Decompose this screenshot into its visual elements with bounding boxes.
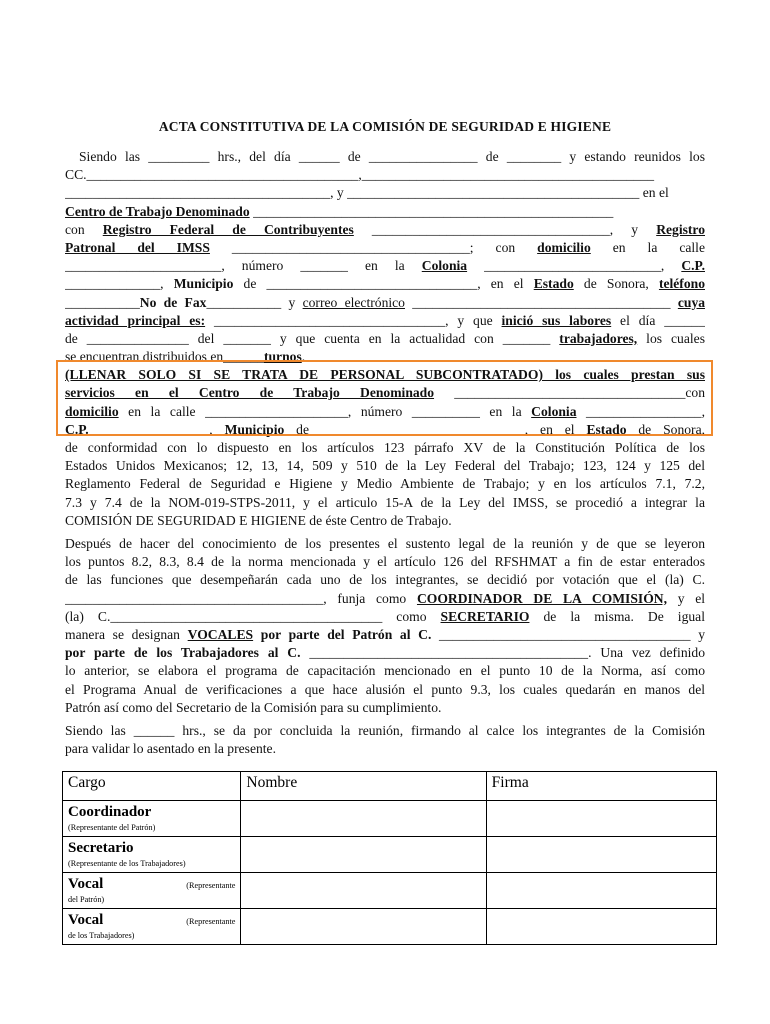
name-cell[interactable]	[241, 801, 486, 837]
role-name: Vocal	[68, 912, 104, 928]
role-representation: (Representante	[186, 917, 236, 926]
column-header-firma: Firma	[486, 772, 716, 801]
text-span: .	[301, 349, 306, 365]
column-header-nombre: Nombre	[241, 772, 486, 801]
text-span: de Sonora,	[626, 421, 705, 437]
text-line	[65, 590, 705, 608]
paragraph-designation	[65, 535, 705, 717]
field-label: Estado	[586, 421, 627, 437]
field-label: Patronal del IMSS	[65, 239, 210, 255]
text-span: por parte de los Trabajadores al C.	[65, 645, 301, 661]
role-representation: (Representante	[186, 881, 236, 890]
text-line	[65, 312, 705, 330]
role-representation: (Representante de los Trabajadores)	[68, 859, 186, 868]
name-cell[interactable]	[241, 909, 486, 945]
subcontract-highlight-box	[56, 360, 713, 436]
role-representation: (Representante del Patrón)	[68, 823, 156, 832]
text-line	[65, 239, 705, 257]
text-span: ________________,	[88, 421, 225, 437]
role-label: COORDINADOR DE LA COMISIÓN,	[416, 590, 667, 606]
name-cell[interactable]	[241, 873, 486, 909]
text-line: de conformidad con lo dispuesto en los artículos 123 párrafo XV de la Constitución Política de los	[65, 440, 705, 455]
text-line: COMISIÓN DE SEGURIDAD E HIGIENE de éste Centro de Trabajo.	[65, 512, 452, 528]
role-representation-cont: de los Trabajadores)	[68, 931, 135, 940]
field-label: Municipio	[173, 276, 234, 292]
text-line: el Programa Anual de verificaciones a que hace alusión el punto 9.3, los cuales quedarán en manos del	[65, 681, 705, 697]
text-span: ___________	[65, 294, 140, 310]
paragraph-constitution	[65, 148, 705, 530]
text-span: ______________,	[65, 276, 174, 292]
field-label: No de Fax	[139, 294, 207, 310]
text-line: Siendo las _________ hrs., del día ______ de ________________ de ________ y estando reunidos los	[79, 149, 705, 164]
text-line	[65, 294, 705, 312]
field-label: C.P.	[65, 421, 89, 437]
name-cell[interactable]	[241, 837, 486, 873]
text-span: _______________________, número _______ en la	[65, 258, 422, 274]
field-label: inició sus labores	[501, 312, 612, 328]
field-label: correo electrónico	[302, 294, 405, 310]
signature-cell[interactable]	[486, 801, 716, 837]
subcontract-note: (LLENAR SOLO SI SE TRATA DE PERSONAL SUBCONTRATADO) los cuales prestan sus	[65, 367, 705, 383]
text-span: ______________________________________, funja como	[65, 590, 417, 606]
text-span: y el	[666, 590, 705, 606]
text-line: los puntos 8.2, 8.3, 8.4 de la norma mencionada y el artículo 126 del RFSHMAT a fin de estar enterados	[65, 554, 705, 570]
role-cell	[63, 837, 241, 873]
signature-cell[interactable]	[486, 837, 716, 873]
text-span: de ______________________________, en el	[284, 421, 587, 437]
text-span: _________________________________________. Una vez definido	[300, 645, 705, 661]
document-title: ACTA CONSTITUTIVA DE LA COMISIÓN DE SEGURIDAD E HIGIENE	[158, 119, 612, 134]
role-name: Secretario	[68, 840, 134, 856]
text-line: _______________________________________, y ___________________________________________ en el	[65, 185, 669, 201]
signature-cell[interactable]	[486, 873, 716, 909]
text-span: __________________________________con	[434, 385, 705, 401]
text-line: CC.________________________________________,___________________________________________	[65, 167, 655, 183]
text-span: los cuales	[637, 330, 705, 346]
text-line: Reglamento Federal de Seguridad e Higiene y Medio Ambiente de Trabajo; y en los artículos 7.1, 7.2,	[65, 476, 705, 492]
paragraph-closing	[65, 722, 705, 758]
field-label: Centro de Trabajo Denominado	[65, 203, 250, 219]
table-row	[63, 837, 717, 873]
field-label: Registro	[656, 221, 705, 237]
signature-cell[interactable]	[486, 909, 716, 945]
text-span: (la) C.________________________________________ como	[65, 608, 441, 624]
text-span: __________________________,	[467, 258, 682, 274]
text-line: Siendo las ______ hrs., se da por concluida la reunión, firmando al calce los integrantes de la Comisión	[65, 723, 705, 738]
field-label: trabajadores,	[559, 330, 638, 346]
table-row	[63, 909, 717, 945]
role-name: Coordinador	[68, 804, 152, 820]
table-row	[63, 873, 717, 909]
text-span: el día ______	[611, 312, 705, 328]
field-label: Municipio	[224, 421, 285, 437]
text-span: en la calle _____________________, número __________ en la	[118, 403, 532, 419]
text-span: _________________,	[576, 403, 705, 419]
field-label: Estado	[533, 276, 574, 292]
text-span: de _______________ del _______ y que cuenta en la actualidad con _______	[65, 330, 560, 346]
text-line: lo anterior, se elabora el programa de capacitación mencionado en el punto 10 de la Norma, así como	[65, 663, 705, 679]
text-span: manera se designan	[65, 626, 188, 642]
text-span: ______________________________________	[404, 294, 678, 310]
role-line	[68, 911, 235, 930]
text-span: _____________________________________ y	[431, 626, 705, 642]
role-cell	[63, 909, 241, 945]
field-label: Colonia	[421, 258, 468, 274]
text-span: ___________________________________; con	[209, 239, 538, 255]
field-label: cuya	[677, 294, 705, 310]
field-label: Registro Federal de Contribuyentes	[102, 221, 354, 237]
role-name: Vocal	[68, 876, 104, 892]
text-span: de Sonora,	[573, 276, 659, 292]
role-cell	[63, 873, 241, 909]
text-line	[65, 644, 705, 662]
text-line	[65, 330, 705, 348]
field-label: servicios en el Centro de Trabajo Denominado	[65, 385, 435, 401]
text-span: ___________ y	[206, 294, 303, 310]
blank-line: _____________________________________________________	[249, 203, 614, 219]
role-line	[68, 875, 235, 894]
field-label: teléfono	[658, 276, 705, 292]
role-label: SECRETARIO	[440, 608, 530, 624]
text-line	[65, 221, 705, 239]
text-span: de _______________________________, en el	[233, 276, 534, 292]
text-line	[65, 608, 705, 626]
role-representation-cont: del Patrón)	[68, 895, 105, 904]
text-span: __________________________________, y que	[205, 312, 502, 328]
text-line: Después de hacer del conocimiento de los presentes el sustento legal de la reunión y de que se leyeron	[65, 536, 705, 551]
text-line	[65, 257, 705, 275]
text-line: 7.3 y 7.4 de la NOM-019-STPS-2011, y el articulo 15-A de la Ley del IMSS, se procedió a integrar la	[65, 494, 705, 510]
text-line: Estados Unidos Mexicanos; 12, 13, 14, 509 y 510 de la Ley Federal del Trabajo; 123, 124 y 125 del	[65, 458, 705, 474]
text-span: ___________________________________, y	[353, 221, 657, 237]
column-header-cargo: Cargo	[63, 772, 241, 801]
text-line: para validar lo asentado en la presente.	[65, 741, 276, 757]
field-label: Colonia	[531, 403, 577, 419]
field-label: turnos	[263, 349, 302, 365]
text-line: Patrón así como del Secretario de la Comisión para su cumplimiento.	[65, 699, 442, 715]
field-label: domicilio	[65, 403, 119, 419]
field-label: domicilio	[537, 239, 591, 255]
text-line	[65, 275, 705, 293]
text-span: se encuentran distribuidos en______	[65, 349, 264, 365]
table-row	[63, 801, 717, 837]
text-span: por parte del Patrón al C.	[253, 626, 432, 642]
role-label: VOCALES	[187, 626, 254, 642]
role-cell	[63, 801, 241, 837]
text-line	[65, 203, 705, 221]
text-span: con	[65, 221, 103, 237]
signature-table	[62, 771, 717, 945]
text-span: de la misma. De igual	[529, 608, 705, 624]
text-span: en la calle	[590, 239, 705, 255]
text-line: de las funciones que desempeñarán cada uno de los integrantes, se decidió por votación que el (la) C.	[65, 572, 705, 588]
field-label: actividad principal es:	[65, 312, 206, 328]
table-header-row	[63, 772, 717, 801]
field-label: C.P.	[681, 258, 705, 274]
text-line	[65, 626, 705, 644]
